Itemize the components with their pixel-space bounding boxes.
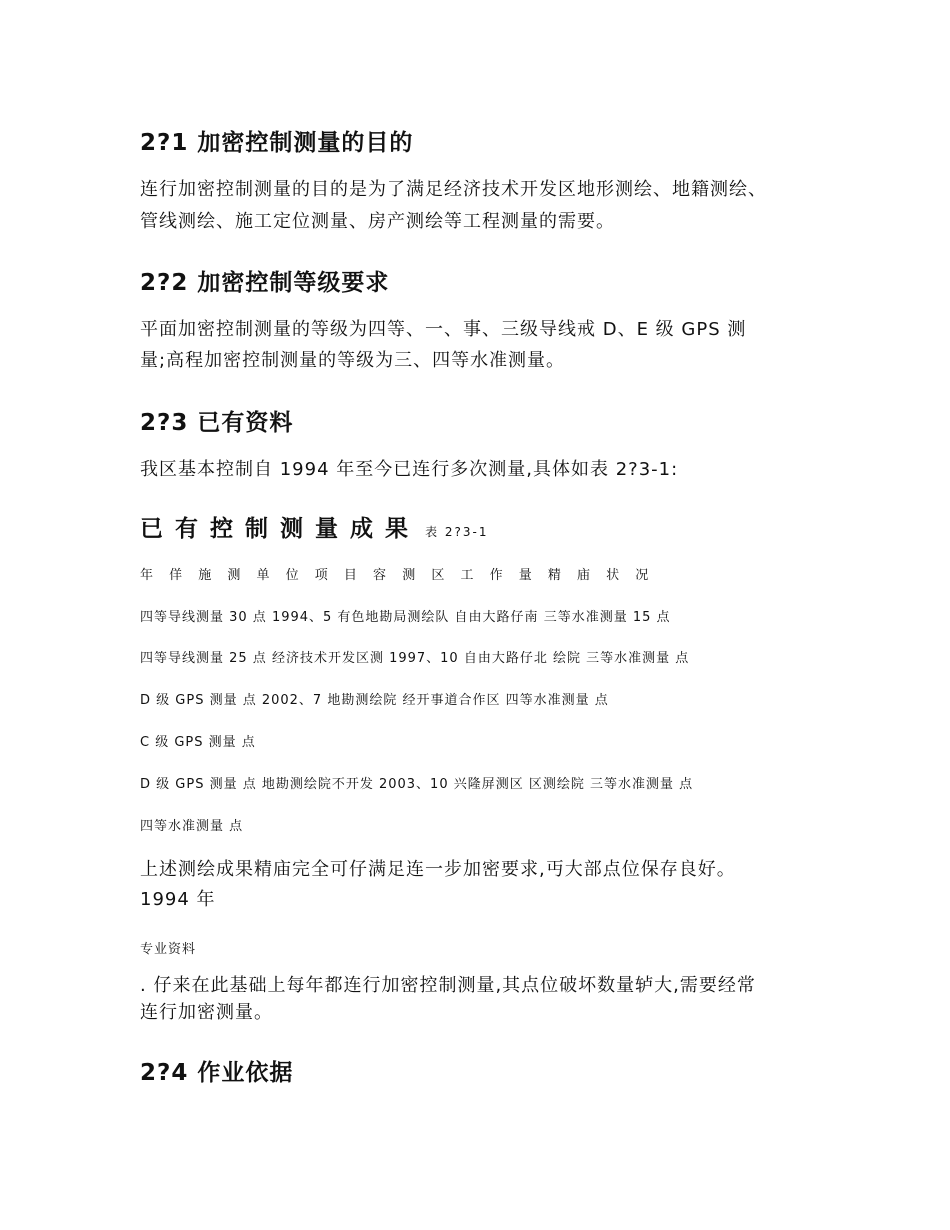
table-caption	[140, 510, 489, 543]
table-row: C 级 GPS 测量 点	[140, 735, 256, 750]
table-row: 四等导线测量 25 点 经济技术开发区测 1997、10 自由大路仔北 绘院 三等水准测量 点	[140, 651, 690, 666]
section-heading-purpose: 2?1 加密控制测量的目的	[140, 130, 414, 156]
after-table-line-2: 1994 年	[140, 889, 216, 910]
grade-line-2: 量;高程加密控制测量的等级为三、四等水准测量。	[140, 350, 566, 371]
section-heading-existing-data: 2?3 已有资料	[140, 410, 294, 436]
table-header-row: 年 佯 施 测 单 位 项 目 容 测 区 工 作 量 精 庙 状 况	[140, 568, 655, 583]
purpose-line-2: 管线测绘、施工定位测量、房产测绘等工程测量的需要。	[140, 211, 615, 232]
table-title: 已有控制测量成果	[140, 516, 420, 542]
table-row: 四等导线测量 30 点 1994、5 有色地勘局测绘队 自由大路仔南 三等水准测量 15 点	[140, 610, 671, 625]
table-row: 四等水准测量 点	[140, 819, 244, 834]
after-table-line-1: 上述测绘成果精庙完全可仔满足连一步加密要求,丏大部点位保存良好。	[140, 859, 736, 880]
grade-line-1: 平面加密控制测量的等级为四等、一、事、三级导线戒 D、E 级 GPS 测	[140, 319, 747, 340]
existing-data-intro: 我区基本控制自 1994 年至今已连行多次测量,具体如表 2?3-1:	[140, 459, 679, 480]
purpose-line-1: 连行加密控制测量的目的是为了满足经济技术开发区地形测绘、地籍测绘、	[140, 179, 767, 200]
table-row: D 级 GPS 测量 点 2002、7 地勘测绘院 经开事道合作区 四等水准测量 点	[140, 693, 609, 708]
continuation-line-2: 连行加密测量。	[140, 1002, 273, 1023]
section-heading-basis: 2?4 作业依据	[140, 1060, 294, 1086]
table-row: D 级 GPS 测量 点 地勘测绘院不开发 2003、10 兴隆屏测区 区测绘院 三等水准测量 点	[140, 777, 694, 792]
footer-label: 专业资料	[140, 942, 197, 957]
section-heading-grade: 2?2 加密控制等级要求	[140, 270, 390, 296]
table-number: 表 2?3-1	[425, 525, 489, 539]
continuation-line-1: . 仔来在此基础上每年都连行加密控制测量,其点位破坏数量轳大,需要经常	[140, 975, 756, 996]
